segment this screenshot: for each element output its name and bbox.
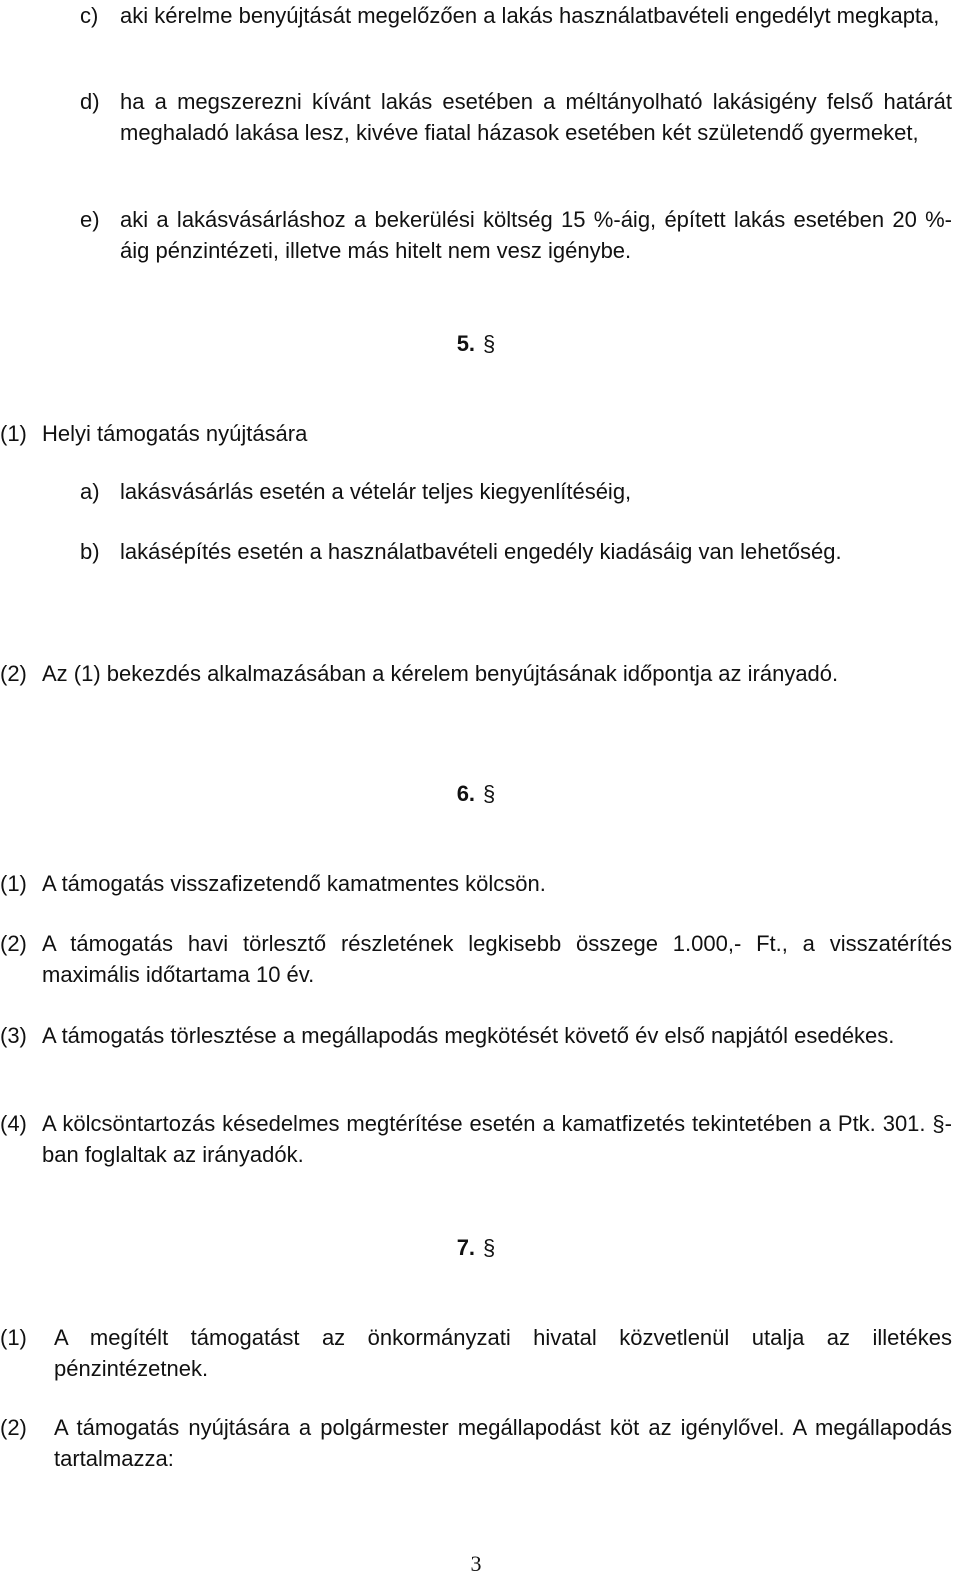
paragraph-text: A támogatás nyújtására a polgármester megállapodást köt az igénylővel. A megállapodás tartalmazza: <box>54 1415 952 1471</box>
paragraph-text: Helyi támogatás nyújtására <box>42 421 308 446</box>
paragraph-7-2 <box>0 1412 952 1474</box>
paragraph-6-2 <box>0 928 952 990</box>
list-item-label: d) <box>80 89 100 114</box>
section-sign: § <box>483 781 496 806</box>
list-item-label: c) <box>80 3 99 28</box>
list-item-a <box>80 476 952 507</box>
list-item-text: aki a lakásvásárláshoz a bekerülési költség 15 %-áig, épített lakás esetében 20 %-áig pénzintézeti, illetve más hitelt nem vesz igénybe. <box>120 207 952 263</box>
paragraph-label: (1) <box>0 421 27 446</box>
list-item-e <box>80 204 952 266</box>
list-item-d <box>80 86 952 148</box>
list-item-c <box>80 0 952 31</box>
section-sign: § <box>483 331 496 356</box>
paragraph-text: A megítélt támogatást az önkormányzati hivatal közvetlenül utalja az illetékes pénzintézetnek. <box>54 1325 952 1381</box>
paragraph-6-1 <box>0 868 952 899</box>
paragraph-5-2 <box>0 658 952 689</box>
paragraph-text: A támogatás havi törlesztő részletének legkisebb összege 1.000,- Ft., a visszatérítés maximális időtartama 10 év. <box>42 931 952 987</box>
list-item-text: lakásépítés esetén a használatbavételi engedély kiadásáig van lehetőség. <box>120 539 842 564</box>
list-item-label: e) <box>80 207 100 232</box>
list-item-b <box>80 536 952 567</box>
list-item-text: ha a megszerezni kívánt lakás esetében a méltányolható lakásigény felső határát meghaladó lakása lesz, kivéve fiatal házasok esetében két születendő gyermeket, <box>120 89 952 145</box>
paragraph-label: (1) <box>0 871 27 896</box>
section-number: 5. <box>456 331 476 356</box>
section-sign: § <box>483 1235 496 1260</box>
list-item-label: a) <box>80 479 100 504</box>
section-heading-6 <box>0 778 952 809</box>
list-item-text: lakásvásárlás esetén a vételár teljes kiegyenlítéséig, <box>120 479 632 504</box>
paragraph-label: (2) <box>0 1415 27 1440</box>
paragraph-6-4 <box>0 1108 952 1170</box>
paragraph-label: (2) <box>0 931 27 956</box>
list-item-text: aki kérelme benyújtását megelőzően a lakás használatbavételi engedélyt megkapta, <box>120 3 940 28</box>
paragraph-text: A kölcsöntartozás késedelmes megtérítése esetén a kamatfizetés tekintetében a Ptk. 301. §-ban foglaltak az irányadók. <box>42 1111 952 1167</box>
paragraph-text: Az (1) bekezdés alkalmazásában a kérelem benyújtásának időpontja az irányadó. <box>42 661 839 686</box>
paragraph-label: (1) <box>0 1325 27 1350</box>
paragraph-6-3 <box>0 1020 952 1051</box>
paragraph-text: A támogatás visszafizetendő kamatmentes kölcsön. <box>42 871 546 896</box>
paragraph-label: (3) <box>0 1023 27 1048</box>
paragraph-label: (4) <box>0 1111 27 1136</box>
section-heading-7 <box>0 1232 952 1263</box>
paragraph-7-1 <box>0 1322 952 1384</box>
list-item-label: b) <box>80 539 100 564</box>
paragraph-5-1 <box>0 418 952 449</box>
paragraph-label: (2) <box>0 661 27 686</box>
section-heading-5 <box>0 328 952 359</box>
section-number: 7. <box>456 1235 476 1260</box>
section-number: 6. <box>456 781 476 806</box>
paragraph-text: A támogatás törlesztése a megállapodás megkötését követő év első napjától esedékes. <box>42 1023 895 1048</box>
page-number: 3 <box>470 1551 482 1576</box>
